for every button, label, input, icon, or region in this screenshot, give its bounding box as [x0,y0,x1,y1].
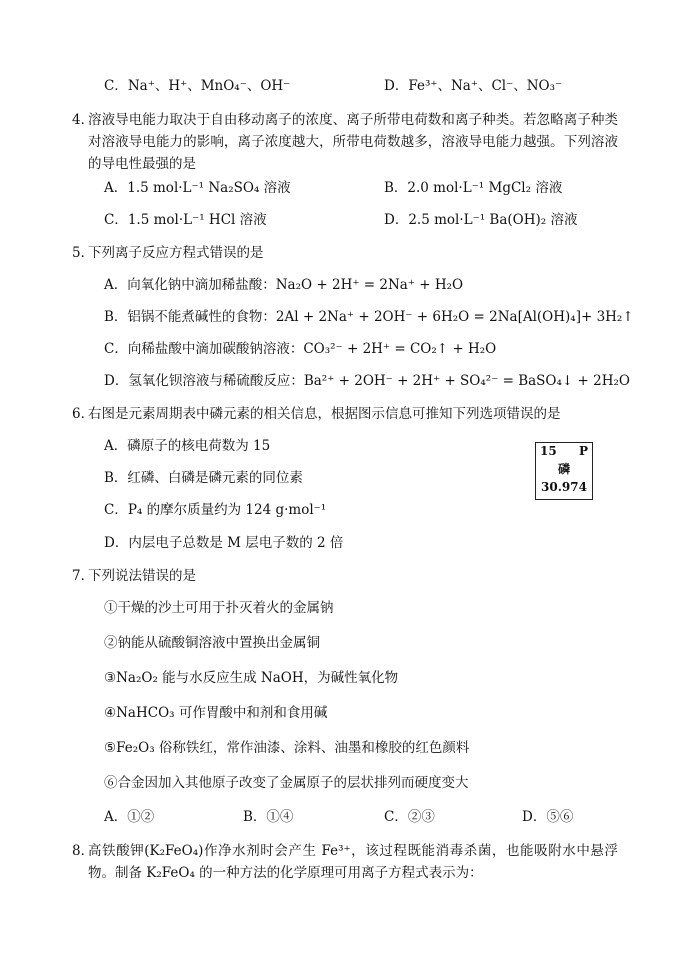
q7-item-2: ②钠能从硫酸铜溶液中置换出金属铜 [104,635,320,651]
q6-stem-text: 右图是元素周期表中磷元素的相关信息，根据图示信息可推知下列选项错误的是 [88,406,561,422]
q4-stem [72,109,618,175]
element-symbol: P [578,444,588,458]
q3-option-d: D．Fe³⁺、Na⁺、Cl⁻、NO₃⁻ [384,78,563,94]
q5-number: 5． [72,245,95,261]
q4-option-d: D．2.5 mol·L⁻¹ Ba(OH)₂ 溶液 [384,212,578,228]
q7-number: 7． [72,568,95,584]
q7-stem [72,566,196,586]
q7-option-b: B．①④ [243,809,294,825]
q5-option-a: A．向氧化钠中滴加稀盐酸：Na₂O + 2H⁺ = 2Na⁺ + H₂O [104,277,464,293]
q7-item-6: ⑥合金因加入其他原子改变了金属原子的层状排列而硬度变大 [104,775,469,791]
q5-option-b: B．铝锅不能煮碱性的食物：2Al + 2Na⁺ + 2OH⁻ + 6H₂O = 2Na[Al(OH)₄]+ 3H₂↑ [104,309,634,325]
q7-option-a: A．①② [104,809,155,825]
q4-option-a: A．1.5 mol·L⁻¹ Na₂SO₄ 溶液 [104,180,291,196]
q6-option-d: D．内层电子总数是 M 层电子数的 2 倍 [104,535,344,551]
atomic-number: 15 [540,444,557,458]
q6-option-b: B．红磷、白磷是磷元素的同位素 [104,470,303,486]
q7-item-3: ③Na₂O₂ 能与水反应生成 NaOH，为碱性氧化物 [104,670,399,686]
q5-stem-text: 下列离子反应方程式错误的是 [88,245,264,261]
q5-option-c: C．向稀盐酸中滴加碳酸钠溶液：CO₃²⁻ + 2H⁺ = CO₂↑ + H₂O [104,341,497,357]
q4-stem-text: 溶液导电能力取决于自由移动离子的浓度、离子所带电荷数和离子种类。若忽略离子种类对溶液导电能力的影响，离子浓度越大，所带电荷数越多，溶液导电能力越强。下列溶液的导电性最强的是 [88,112,618,172]
q6-number: 6． [72,406,95,422]
q3-option-c: C．Na⁺、H⁺、MnO₄⁻、OH⁻ [104,78,291,94]
q8-number: 8． [72,843,95,859]
q5-option-d: D．氢氧化钡溶液与稀硫酸反应：Ba²⁺ + 2OH⁻ + 2H⁺ + SO₄²⁻ = BaSO₄↓ + 2H₂O [104,373,630,389]
q6-stem [72,404,561,424]
element-name: 磷 [557,462,570,476]
q4-number: 4． [72,112,95,128]
q7-item-5: ⑤Fe₂O₃ 俗称铁红，常作油漆、涂料、油墨和橡胶的红色颜料 [104,740,470,756]
q4-option-c: C．1.5 mol·L⁻¹ HCl 溶液 [104,212,267,228]
q7-stem-text: 下列说法错误的是 [88,568,196,584]
q8-stem [72,840,618,884]
q7-item-1: ①干燥的沙土可用于扑灭着火的金属钠 [104,600,334,616]
q7-item-4: ④NaHCO₃ 可作胃酸中和剂和食用碱 [104,705,328,721]
q7-option-c: C．②③ [384,809,435,825]
q6-option-a: A．磷原子的核电荷数为 15 [104,438,271,454]
atomic-mass: 30.974 [541,480,587,494]
q8-stem-text: 高铁酸钾(K₂FeO₄)作净水剂时会产生 Fe³⁺，该过程既能消毒杀菌，也能吸附水中悬浮物。制备 K₂FeO₄ 的一种方法的化学原理可用离子方程式表示为： [88,843,618,881]
q4-option-b: B．2.0 mol·L⁻¹ MgCl₂ 溶液 [384,180,563,196]
q7-option-d: D．⑤⑥ [522,809,574,825]
q5-stem [72,243,264,263]
phosphorus-element-card [535,442,593,500]
q6-option-c: C．P₄ 的摩尔质量约为 124 g·mol⁻¹ [104,502,327,518]
